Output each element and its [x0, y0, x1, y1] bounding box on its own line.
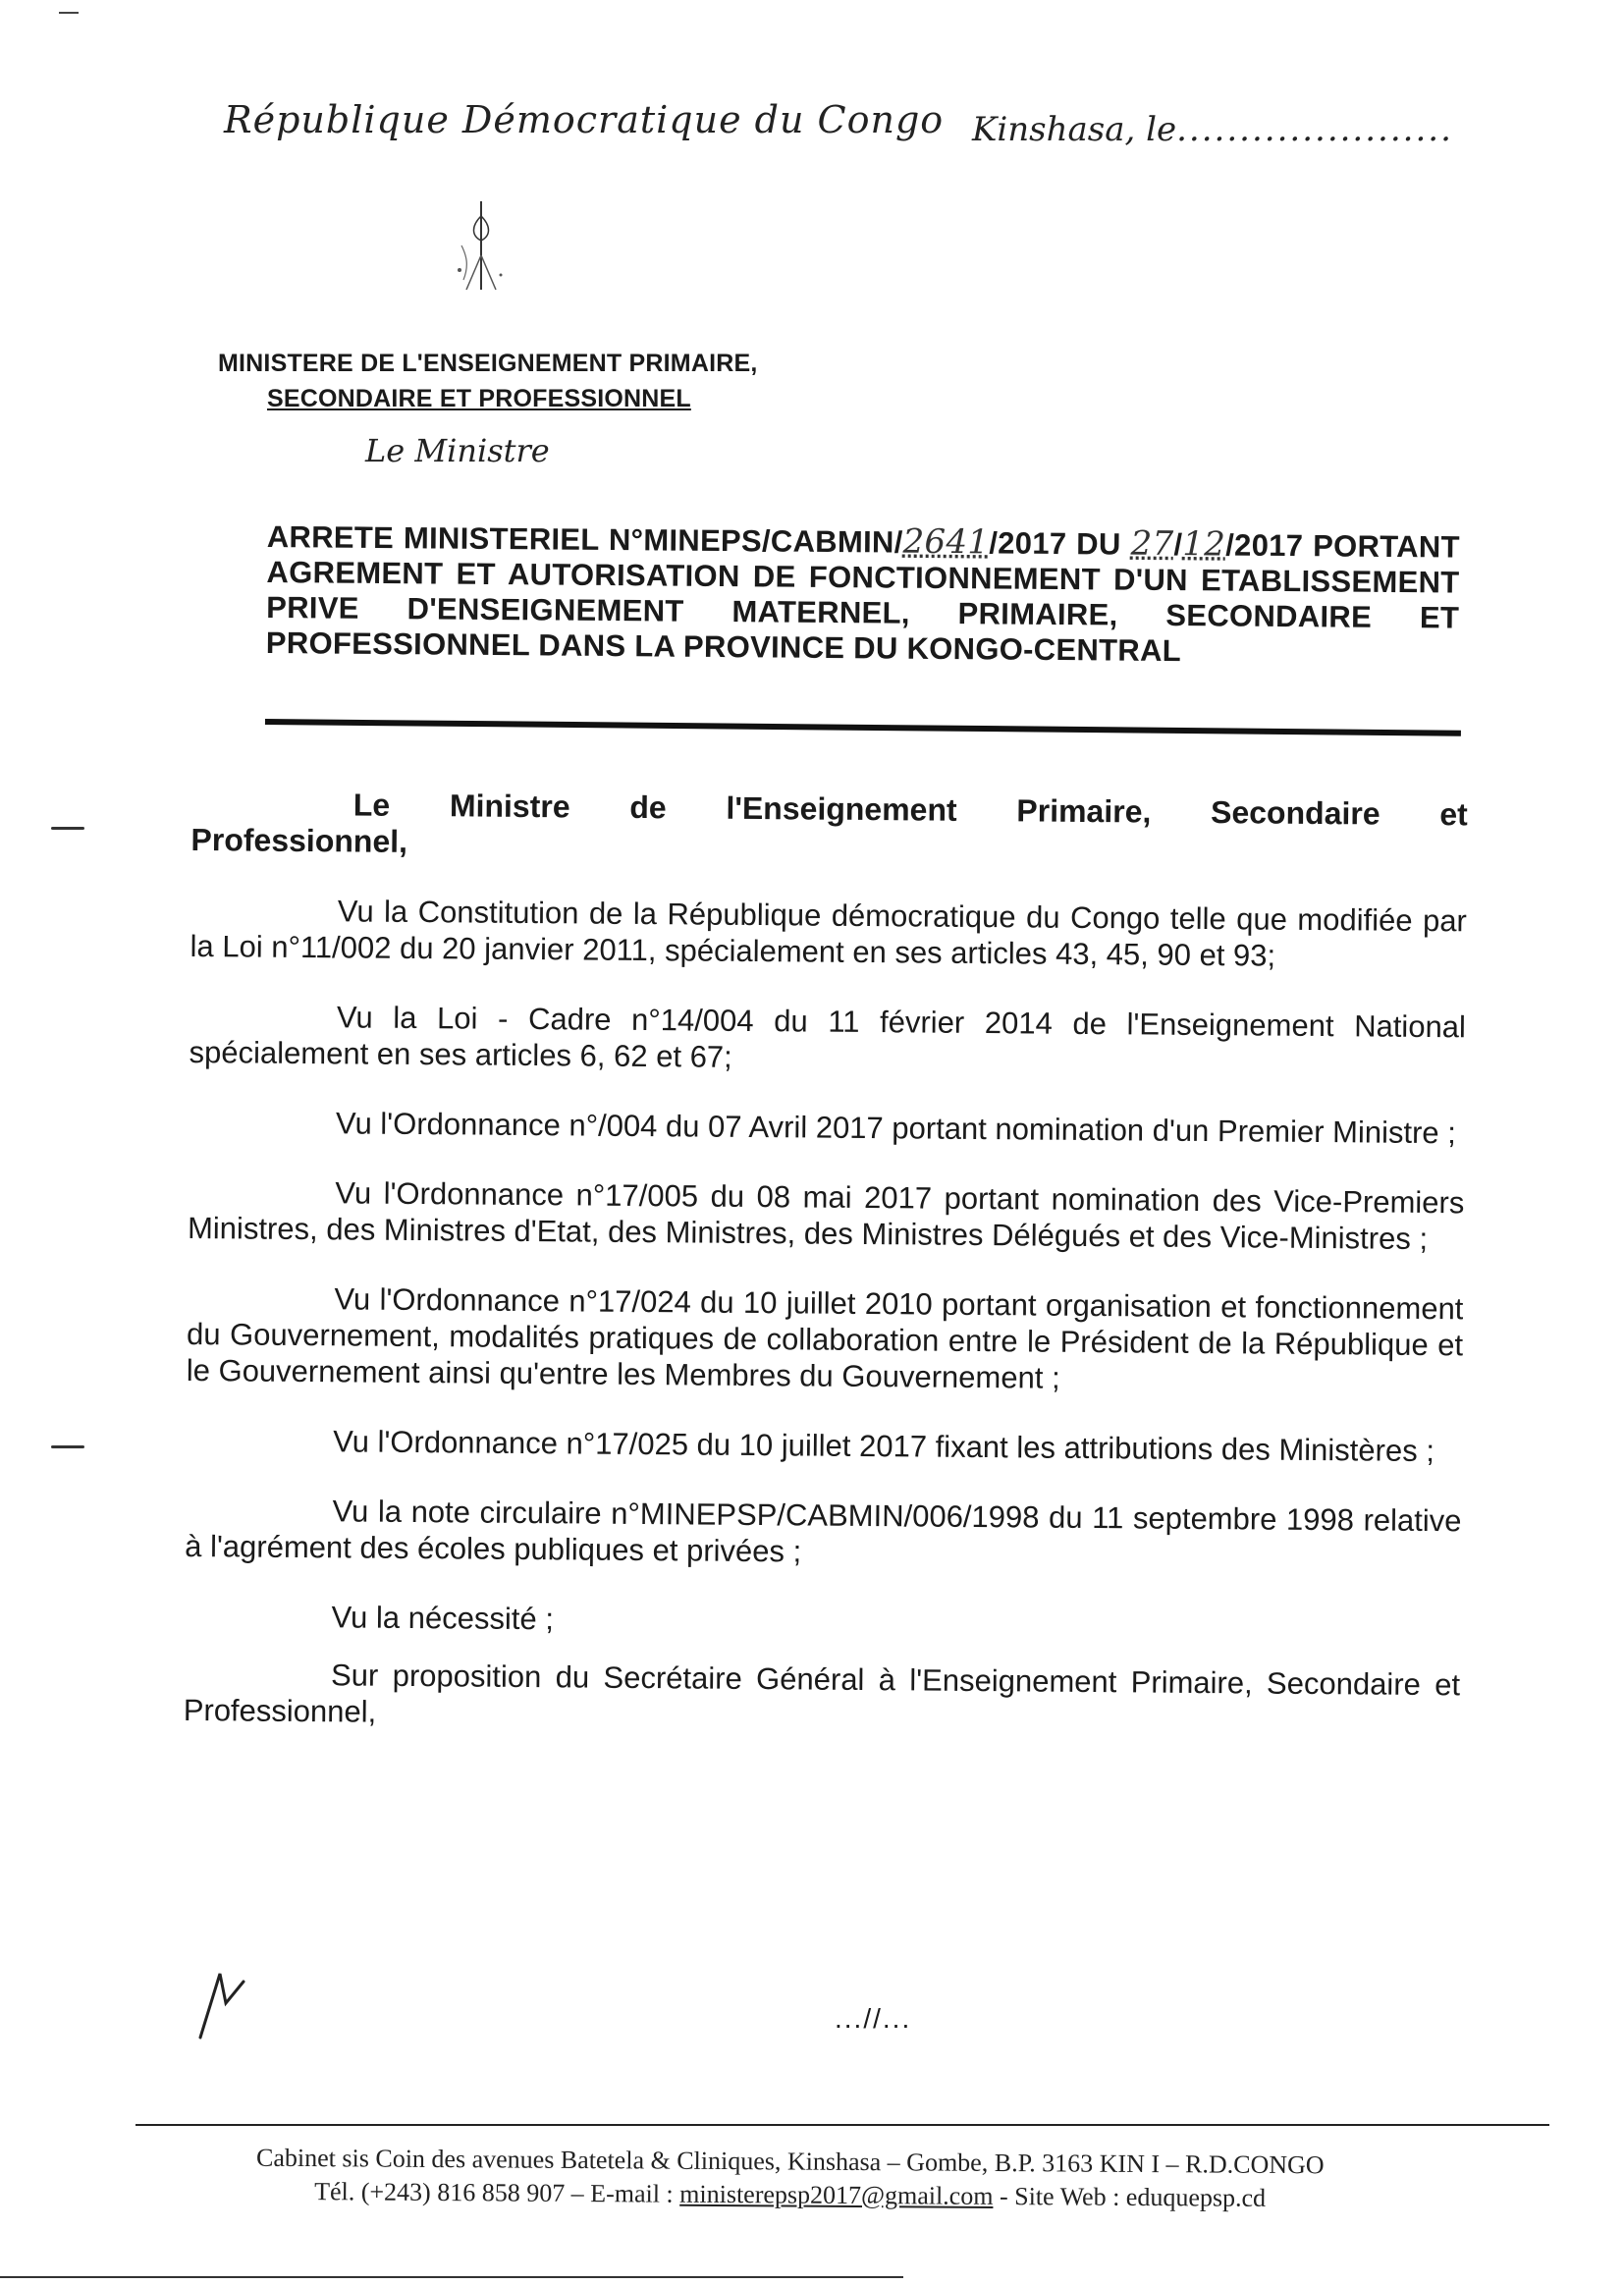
footer-divider: [135, 2124, 1549, 2126]
intro-paragraph: [190, 786, 1468, 869]
decree-day: 27: [1130, 523, 1174, 565]
recital-text: Vu la nécessité ;: [331, 1600, 555, 1637]
title-divider: [265, 719, 1461, 736]
recital-ordonnance-005: [188, 1173, 1465, 1257]
date-blank: ......................: [1176, 110, 1453, 149]
ministry-line-2: SECONDAIRE ET PROFESSIONNEL: [267, 385, 691, 412]
recital-text: Vu l'Ordonnance n°17/024 du 10 juillet 2010 portant organisation et fonctionnement du Gouvernement, modalités pratiques de collaboration entre le Président de la République et le Gouvernement ainsi qu'entre les Membres du Gouvernement ;: [186, 1281, 1464, 1395]
decree-month: 12: [1182, 524, 1226, 565]
recital-proposition: [184, 1656, 1461, 1739]
recital-ordonnance-024: [187, 1279, 1464, 1399]
intro-text: Le Ministre de l'Enseignement Primaire, Secondaire et Professionnel,: [190, 787, 1468, 859]
footer-line-1: Cabinet sis Coin des avenues Batetela & Cliniques, Kinshasa – Gombe, B.P. 3163 KIN I – R.D.CONGO: [255, 2143, 1325, 2180]
ministry-line-1: MINISTERE DE L'ENSEIGNEMENT PRIMAIRE,: [218, 350, 758, 377]
recital-ordonnance-004: [189, 1104, 1465, 1151]
initials-signature-icon: [192, 1964, 251, 2042]
recital-loi-cadre: [189, 998, 1466, 1081]
kinshasa-label: Kinshasa, le: [972, 110, 1177, 149]
recital-constitution: [189, 892, 1467, 975]
recital-note-circulaire: [185, 1492, 1462, 1575]
footer-email-link[interactable]: ministerepsp2017@gmail.com: [679, 2179, 994, 2210]
recital-text: Vu l'Ordonnance n°17/005 du 08 mai 2017 portant nomination des Vice-Premiers Ministres, des Ministres d'Etat, des Ministres, des Ministres Délégués et des Vice-Ministres ;: [187, 1175, 1465, 1257]
margin-mark: [51, 1445, 84, 1448]
recital-text: Sur proposition du Secrétaire Général à l'Enseignement Primaire, Secondaire et Professionnel,: [183, 1658, 1461, 1729]
le-ministre-label: Le Ministre: [365, 432, 550, 469]
decree-date-sep: /: [1173, 527, 1183, 563]
decree-number: 2641: [902, 521, 990, 563]
recital-text: Vu la Constitution de la République démocratique du Congo telle que modifiée par la Loi n°11/002 du 20 janvier 2011, spécialement en ses articles 43, 45, 90 et 93;: [189, 894, 1467, 973]
page-bottom-edge: [0, 2276, 903, 2278]
margin-mark: [51, 827, 84, 830]
recital-ordonnance-025: [186, 1422, 1462, 1469]
decree-body: [183, 786, 1468, 1772]
ministry-heading: [218, 346, 758, 416]
scan-mark: [59, 12, 79, 14]
decree-year: /2017: [1225, 527, 1304, 564]
recital-text: Vu la Loi - Cadre n°14/004 du 11 février 2014 de l'Enseignement National spécialement en ses articles 6, 62 et 67;: [189, 1000, 1467, 1074]
republique-heading: République Démocratique du Congo: [224, 98, 945, 141]
decree-prefix: ARRETE MINISTERIEL N°MINEPS/CABMIN/: [266, 518, 903, 560]
decree-title: [266, 518, 1460, 672]
footer-address: [157, 2141, 1424, 2216]
recital-text: Vu l'Ordonnance n°17/025 du 10 juillet 2017 fixant les attributions des Ministères ;: [333, 1424, 1435, 1469]
emblem-icon: [442, 196, 520, 314]
footer-tel: Tél. (+243) 816 858 907 – E-mail :: [314, 2177, 680, 2208]
decree-subject: PORTANT AGREMENT ET AUTORISATION DE FONCTIONNEMENT D'UN ETABLISSEMENT PRIVE D'ENSEIGNEMENT MATERNEL, PRIMAIRE, SECONDAIRE ET PROFESSIONNEL DANS LA PROVINCE DU KONGO-CENTRAL: [265, 528, 1460, 669]
recital-necessite: [184, 1598, 1460, 1645]
place-date-line: [972, 110, 1453, 149]
continuation-mark: ...//...: [835, 2003, 912, 2034]
recital-text: Vu la note circulaire n°MINEPSP/CABMIN/006/1998 du 11 septembre 1998 relative à l'agrément des écoles publiques et privées ;: [185, 1494, 1462, 1569]
footer-website: - Site Web : eduquepsp.cd: [993, 2181, 1267, 2212]
decree-mid: /2017 DU: [989, 525, 1131, 562]
recital-text: Vu l'Ordonnance n°/004 du 07 Avril 2017 portant nomination d'un Premier Ministre ;: [335, 1106, 1457, 1151]
